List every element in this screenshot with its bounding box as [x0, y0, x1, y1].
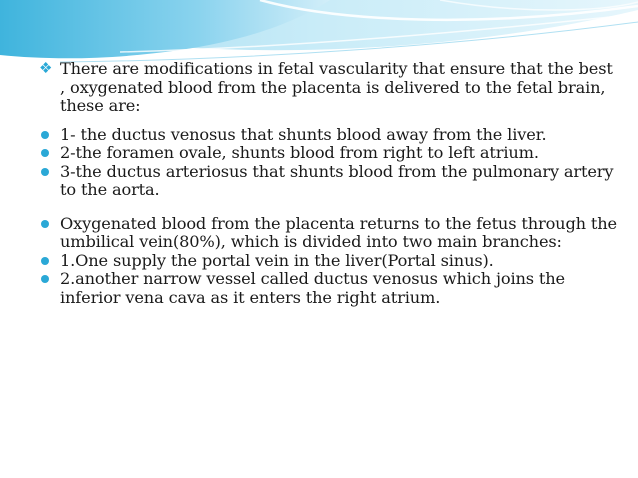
list-item-text: 1- the ductus venosus that shunts blood away from the liver. [60, 124, 547, 144]
list-item [40, 144, 620, 163]
bullet-list [40, 60, 620, 307]
list-item-text: 1.One supply the portal vein in the liver(Portal sinus). [60, 250, 494, 270]
list-item-text: 3-the ductus arteriosus that shunts blood from the pulmonary artery to the aorta. [60, 161, 614, 199]
list-item [40, 215, 620, 252]
list-item-text: 2-the foramen ovale, shunts blood from right to left atrium. [60, 143, 539, 162]
list-item [40, 252, 620, 271]
list-item [40, 126, 620, 145]
diamond-bullet-icon: ❖ [39, 59, 53, 77]
list-item [40, 270, 620, 307]
list-item-text: There are modifications in fetal vascularity that ensure that the best , oxygenated blood from the placenta is delivered to the fetal brain, these are: [60, 59, 613, 115]
list-item-text: 2.another narrow vessel called ductus venosus which joins the inferior vena cava as it enters the right atrium. [60, 269, 565, 307]
list-item [40, 60, 620, 116]
list-item-text: Oxygenated blood from the placenta returns to the fetus through the umbilical vein(80%), which is divided into two main branches: [60, 213, 617, 251]
list-item [40, 163, 620, 200]
